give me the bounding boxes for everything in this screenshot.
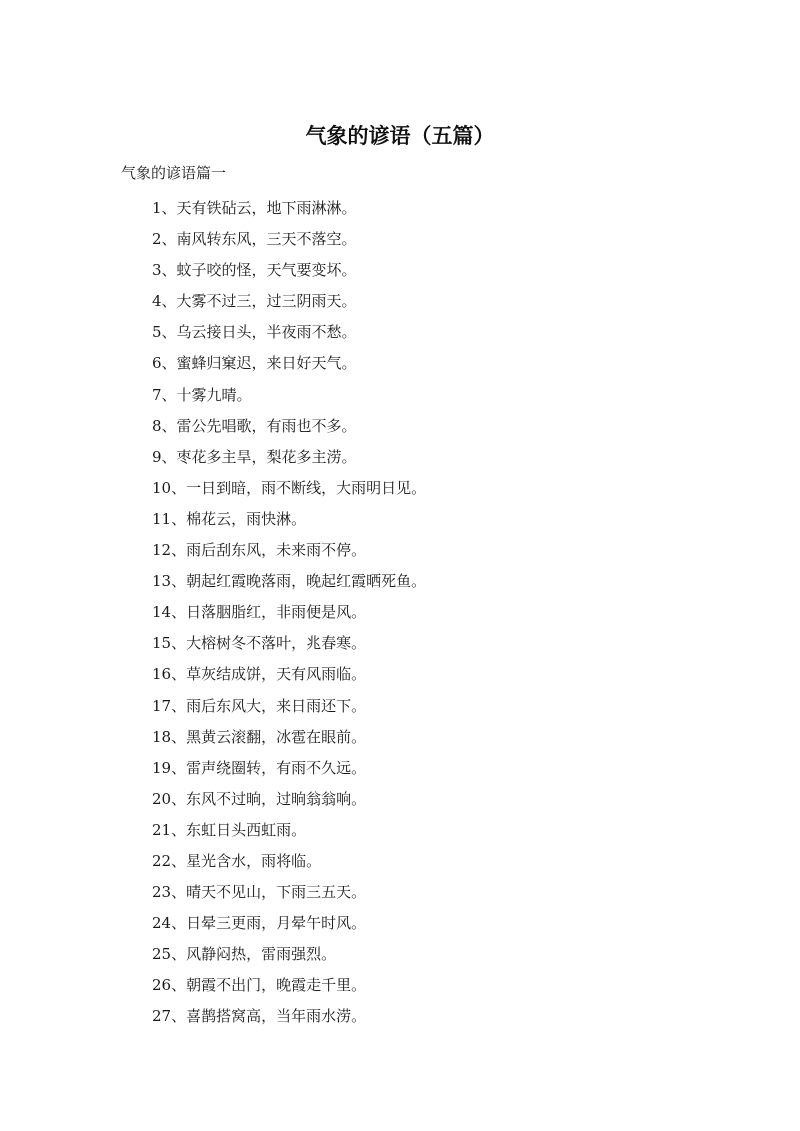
- proverb-item: [152, 258, 426, 289]
- proverb-text: 东风不过晌，过晌翁翁响。: [186, 789, 367, 808]
- proverb-text: 一日到暗，雨不断线，大雨明日见。: [186, 478, 427, 497]
- proverb-item: [152, 1004, 426, 1035]
- proverb-text: 喜鹊搭窝高，当年雨水涝。: [186, 1007, 367, 1026]
- proverb-number: 9、: [152, 447, 177, 466]
- proverb-text: 十雾九晴。: [176, 385, 252, 404]
- proverb-number: 14、: [152, 603, 187, 622]
- proverb-item: [152, 911, 426, 942]
- proverb-item: [152, 383, 426, 414]
- proverb-item: [152, 631, 426, 662]
- proverb-item: [152, 227, 426, 258]
- proverb-item: [152, 725, 426, 756]
- proverb-item: [152, 942, 426, 973]
- proverb-item: [152, 818, 426, 849]
- proverb-number: 7、: [152, 385, 177, 404]
- proverb-number: 15、: [152, 634, 187, 653]
- proverb-text: 雨后东风大，来日雨还下。: [186, 696, 367, 715]
- proverb-number: 26、: [152, 976, 187, 995]
- section-heading: 气象的谚语篇一: [121, 164, 227, 182]
- proverb-item: [152, 694, 426, 725]
- proverb-item: [152, 880, 426, 911]
- proverb-item: [152, 507, 426, 538]
- proverb-number: 18、: [152, 727, 187, 746]
- proverb-item: [152, 476, 426, 507]
- document-title: 气象的谚语（五篇）: [305, 124, 495, 148]
- proverb-number: 17、: [152, 696, 187, 715]
- proverb-number: 20、: [152, 789, 187, 808]
- proverb-item: [152, 849, 426, 880]
- proverb-item: [152, 600, 426, 631]
- proverb-text: 大雾不过三，过三阴雨天。: [176, 292, 357, 311]
- proverb-text: 乌云接日头，半夜雨不愁。: [176, 323, 357, 342]
- proverb-list: [152, 196, 426, 1036]
- proverb-text: 朝起红霞晚落雨，晚起红霞晒死鱼。: [186, 572, 427, 591]
- proverb-number: 27、: [152, 1007, 187, 1026]
- proverb-text: 日晕三更雨，月晕午时风。: [186, 914, 367, 933]
- proverb-text: 南风转东风，三天不落空。: [176, 230, 357, 249]
- proverb-number: 16、: [152, 665, 187, 684]
- proverb-number: 6、: [152, 354, 177, 373]
- proverb-number: 2、: [152, 230, 177, 249]
- proverb-text: 蜜蜂归窠迟，来日好天气。: [176, 354, 357, 373]
- proverb-item: [152, 289, 426, 320]
- proverb-text: 草灰结成饼，天有风雨临。: [186, 665, 367, 684]
- proverb-number: 19、: [152, 758, 187, 777]
- proverb-number: 11、: [152, 509, 187, 528]
- proverb-item: [152, 445, 426, 476]
- proverb-number: 25、: [152, 945, 187, 964]
- proverb-text: 大榕树冬不落叶，兆春寒。: [186, 634, 367, 653]
- proverb-number: 3、: [152, 261, 177, 280]
- proverb-number: 1、: [152, 199, 177, 217]
- proverb-text: 天有铁砧云，地下雨淋淋。: [176, 199, 357, 217]
- proverb-item: [152, 787, 426, 818]
- proverb-text: 蚊子咬的怪，天气要变坏。: [176, 261, 357, 280]
- proverb-item: [152, 662, 426, 693]
- proverb-text: 风静闷热，雷雨强烈。: [186, 945, 337, 964]
- proverb-number: 21、: [152, 820, 187, 839]
- proverb-number: 24、: [152, 914, 187, 933]
- proverb-item: [152, 538, 426, 569]
- proverb-number: 22、: [152, 851, 187, 870]
- proverb-number: 8、: [152, 416, 177, 435]
- proverb-text: 枣花多主旱，梨花多主涝。: [176, 447, 357, 466]
- proverb-item: [152, 320, 426, 351]
- proverb-number: 4、: [152, 292, 177, 311]
- proverb-item: [152, 569, 426, 600]
- proverb-text: 晴天不见山，下雨三五天。: [186, 883, 367, 902]
- proverb-text: 星光含水，雨将临。: [186, 851, 322, 870]
- proverb-text: 棉花云，雨快淋。: [186, 509, 307, 528]
- proverb-number: 12、: [152, 541, 187, 560]
- proverb-number: 10、: [152, 478, 187, 497]
- proverb-item: [152, 973, 426, 1004]
- proverb-text: 日落胭脂红，非雨便是风。: [186, 603, 367, 622]
- proverb-text: 雷声绕圈转，有雨不久远。: [186, 758, 367, 777]
- proverb-number: 13、: [152, 572, 187, 591]
- proverb-text: 朝霞不出门，晚霞走千里。: [186, 976, 367, 995]
- proverb-number: 5、: [152, 323, 177, 342]
- proverb-item: [152, 196, 426, 227]
- proverb-item: [152, 351, 426, 382]
- proverb-text: 雷公先唱歌，有雨也不多。: [176, 416, 357, 435]
- proverb-item: [152, 756, 426, 787]
- proverb-number: 23、: [152, 883, 187, 902]
- proverb-item: [152, 414, 426, 445]
- proverb-text: 黑黄云滚翻，冰雹在眼前。: [186, 727, 367, 746]
- proverb-text: 东虹日头西虹雨。: [186, 820, 307, 839]
- proverb-text: 雨后刮东风，未来雨不停。: [186, 541, 367, 560]
